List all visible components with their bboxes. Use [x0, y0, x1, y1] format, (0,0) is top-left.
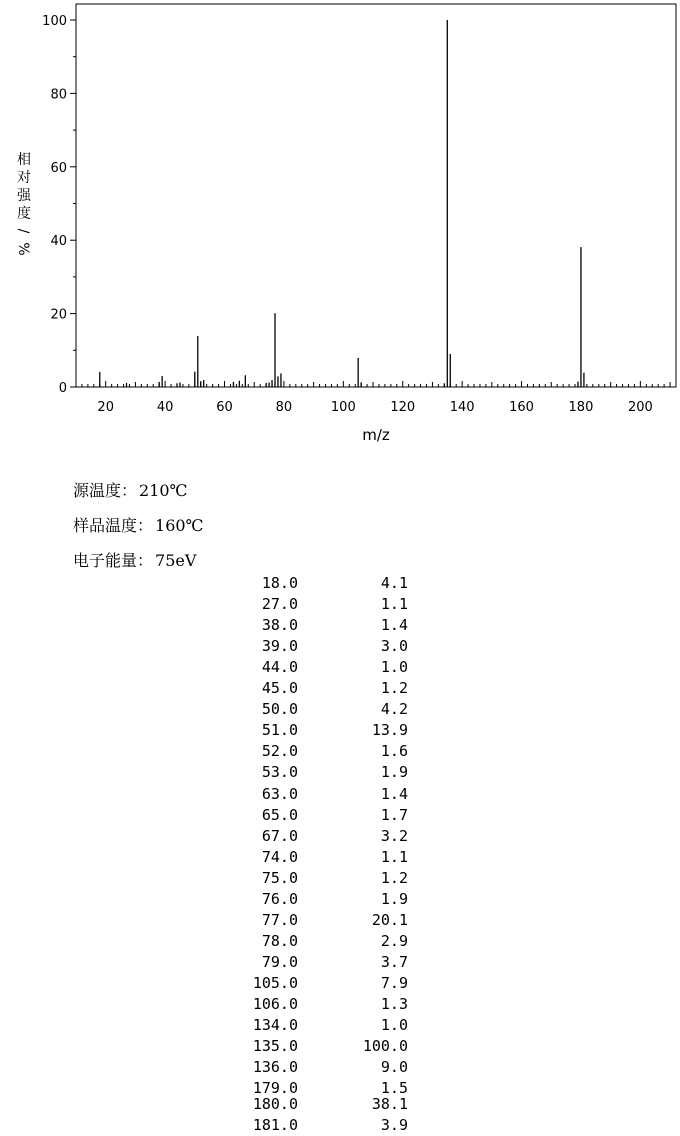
intensity-value: 3.7: [380, 952, 408, 971]
table-row: [222, 1095, 414, 1115]
mz-value: 75.0: [261, 868, 298, 887]
mz-value: 181.0: [252, 1116, 298, 1135]
mz-value: 179.0: [252, 1079, 298, 1098]
mz-value: 44.0: [261, 658, 298, 677]
x-tick-label: 180: [568, 400, 594, 415]
mz-value: 76.0: [261, 889, 298, 908]
y-axis: [42, 14, 76, 396]
x-axis-label: m/z: [362, 426, 390, 444]
intensity-value: 1.2: [380, 868, 408, 887]
table-row: [222, 785, 414, 805]
intensity-value: 2.9: [380, 931, 408, 950]
x-tick-label: 200: [627, 400, 653, 415]
mz-value: 65.0: [261, 805, 298, 824]
mz-value: 45.0: [261, 679, 298, 698]
condition-label: 样品温度：: [73, 516, 154, 535]
intensity-value: 1.9: [380, 763, 408, 782]
mz-value: 106.0: [252, 995, 298, 1013]
table-row: [222, 1016, 414, 1036]
intensity-value: 1.2: [380, 679, 408, 698]
table-row: [222, 1037, 414, 1057]
mz-value: 135.0: [252, 1037, 298, 1056]
table-row: [222, 932, 414, 952]
mz-value: 134.0: [252, 1016, 298, 1035]
y-tick-label: 100: [42, 14, 67, 29]
plot-frame: [76, 4, 676, 387]
intensity-value: 3.9: [380, 1116, 408, 1135]
mz-value: 180.0: [252, 1095, 298, 1114]
mz-value: 136.0: [252, 1058, 298, 1077]
intensity-value: 1.0: [380, 1016, 408, 1035]
y-label-char: %: [15, 242, 31, 256]
intensity-value: 100.0: [362, 1037, 408, 1056]
mz-value: 63.0: [261, 784, 298, 803]
x-axis: [82, 381, 676, 415]
intensity-value: 1.7: [380, 805, 408, 824]
intensity-value: 4.1: [380, 574, 408, 592]
y-label-char: 度: [17, 206, 31, 222]
y-label-char: 相: [17, 152, 31, 168]
mz-value: 67.0: [261, 826, 298, 845]
table-row: [222, 974, 414, 994]
intensity-value: 1.1: [380, 847, 408, 866]
table-row: [222, 637, 414, 657]
intensity-value: 1.1: [380, 595, 408, 614]
table-row: [222, 763, 414, 783]
intensity-value: 1.5: [380, 1079, 408, 1098]
mz-value: 27.0: [261, 595, 298, 614]
table-row: [222, 953, 414, 973]
x-tick-label: 20: [97, 400, 114, 415]
table-row: [222, 806, 414, 826]
y-label-char: /: [15, 228, 31, 234]
condition-label: 源温度：: [73, 481, 138, 500]
spectrum-bars: [100, 20, 584, 387]
x-tick-label: 140: [449, 400, 475, 415]
table-row: [222, 1058, 414, 1078]
x-tick-label: 60: [216, 400, 233, 415]
mz-value: 18.0: [261, 574, 298, 592]
y-tick-label: 0: [58, 381, 67, 396]
y-label-char: 对: [17, 170, 31, 186]
mz-value: 78.0: [261, 931, 298, 950]
condition-value: 75eV: [155, 551, 197, 570]
mz-value: 52.0: [261, 742, 298, 761]
condition-value: 210℃: [139, 481, 188, 500]
y-tick-label: 20: [50, 307, 67, 323]
x-tick-label: 160: [509, 400, 534, 415]
table-row: [222, 658, 414, 678]
table-row: [222, 742, 414, 762]
table-row: [222, 679, 414, 699]
y-tick-label: 80: [50, 87, 67, 103]
intensity-value: 20.1: [371, 910, 408, 929]
intensity-value: 1.9: [380, 889, 408, 908]
table-row: [222, 890, 414, 910]
table-row: [222, 616, 414, 636]
table-row: [222, 869, 414, 889]
mz-value: 105.0: [252, 973, 298, 992]
plot-border: [76, 4, 676, 387]
table-row: [222, 827, 414, 847]
table-row: [222, 721, 414, 741]
intensity-value: 1.0: [380, 658, 408, 677]
mz-value: 50.0: [261, 700, 298, 719]
mz-value: 51.0: [261, 721, 298, 740]
intensity-value: 13.9: [371, 721, 408, 740]
intensity-value: 1.3: [380, 995, 408, 1013]
x-tick-label: 120: [390, 400, 416, 415]
intensity-value: 1.6: [380, 742, 408, 761]
table-row: [222, 700, 414, 720]
intensity-value: 3.2: [380, 826, 408, 845]
mz-value: 74.0: [261, 847, 298, 866]
y-label-char: 强: [17, 188, 31, 204]
condition-value: 160℃: [155, 516, 204, 535]
condition-electron-energy: [73, 548, 196, 571]
x-tick-label: 100: [330, 400, 356, 415]
condition-label: 电子能量：: [73, 551, 154, 570]
table-row: [222, 911, 414, 931]
mz-value: 77.0: [261, 910, 298, 929]
table-row: [222, 995, 414, 1015]
table-row: [222, 848, 414, 868]
intensity-value: 7.9: [380, 973, 408, 992]
intensity-value: 1.4: [380, 616, 408, 635]
mz-value: 79.0: [261, 952, 298, 971]
condition-sample-temp: [73, 513, 203, 536]
intensity-value: 9.0: [380, 1058, 408, 1077]
y-axis-label: [15, 151, 32, 256]
x-tick-label: 80: [275, 400, 293, 415]
mz-value: 38.0: [261, 616, 298, 635]
mz-value: 53.0: [261, 763, 298, 782]
intensity-value: 4.2: [380, 700, 408, 719]
y-tick-label: 60: [50, 160, 67, 176]
intensity-value: 38.1: [371, 1095, 408, 1114]
x-tick-label: 40: [156, 400, 174, 415]
condition-source-temp: [73, 478, 187, 501]
mass-spectrum-chart: [0, 0, 680, 450]
table-row: [222, 1116, 414, 1136]
y-tick-label: 40: [50, 234, 67, 250]
table-row: [222, 574, 414, 594]
intensity-value: 3.0: [380, 637, 408, 656]
intensity-value: 1.4: [380, 784, 408, 803]
mz-value: 39.0: [261, 637, 298, 656]
table-row: [222, 595, 414, 615]
